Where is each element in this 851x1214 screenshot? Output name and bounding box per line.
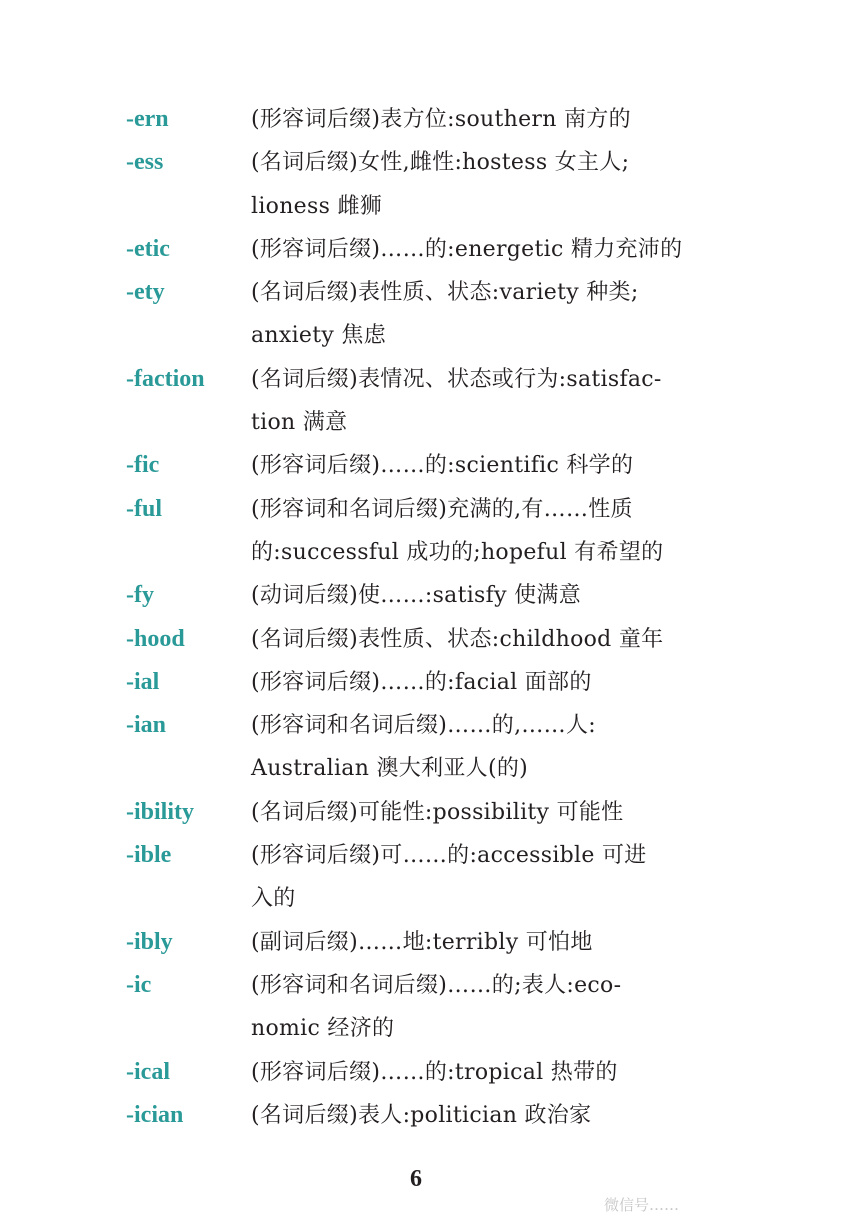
- suffix-term: -faction: [126, 365, 205, 392]
- suffix-term: -ic: [126, 971, 152, 998]
- suffix-entry: [0, 1051, 851, 1094]
- suffix-definition: [251, 488, 729, 575]
- suffix-entry: [0, 98, 851, 141]
- suffix-definition: [251, 704, 729, 791]
- definition-line: lioness 雌狮: [251, 193, 383, 219]
- definition-line: (名词后缀)女性,雌性:hostess 女主人;: [251, 150, 630, 176]
- suffix-term: -ess: [126, 149, 164, 176]
- suffix-entry: [0, 964, 851, 1051]
- suffix-definition: [251, 228, 729, 271]
- suffix-entry: [0, 921, 851, 964]
- suffix-term: -hood: [126, 625, 185, 652]
- suffix-entry: [0, 834, 851, 921]
- definition-line: (形容词后缀)……的:energetic 精力充沛的: [251, 236, 683, 262]
- suffix-entry: [0, 1094, 851, 1137]
- suffix-term: -fic: [126, 452, 160, 479]
- definition-line: (形容词后缀)……的:tropical 热带的: [251, 1059, 618, 1085]
- suffix-entry: [0, 488, 851, 575]
- suffix-term: -ical: [126, 1058, 170, 1085]
- suffix-definition: [251, 444, 729, 487]
- definition-line: (动词后缀)使……:satisfy 使满意: [251, 583, 582, 609]
- watermark-text: 微信号……: [604, 1196, 680, 1214]
- definition-line: (形容词后缀)……的:facial 面部的: [251, 669, 592, 695]
- definition-line: 的:successful 成功的;hopeful 有希望的: [251, 539, 664, 565]
- suffix-definition: [251, 358, 729, 445]
- suffix-definition: [251, 141, 729, 228]
- suffix-entry: [0, 618, 851, 661]
- suffix-entry: [0, 228, 851, 271]
- suffix-entry: [0, 791, 851, 834]
- suffix-entry: [0, 444, 851, 487]
- suffix-definition: [251, 834, 729, 921]
- suffix-term: -etic: [126, 235, 170, 262]
- suffix-definition: [251, 574, 729, 617]
- suffix-definition: [251, 791, 729, 834]
- entry-list: [0, 98, 851, 1137]
- suffix-definition: [251, 1094, 729, 1137]
- definition-line: nomic 经济的: [251, 1016, 395, 1042]
- definition-line: (名词后缀)表性质、状态:childhood 童年: [251, 626, 664, 652]
- suffix-definition: [251, 1051, 729, 1094]
- suffix-term: -fy: [126, 582, 154, 609]
- definition-line: tion 满意: [251, 410, 348, 436]
- suffix-entry: [0, 271, 851, 358]
- suffix-term: -ibly: [126, 928, 173, 955]
- suffix-definition: [251, 98, 729, 141]
- suffix-term: -ern: [126, 106, 169, 132]
- definition-line: (名词后缀)表性质、状态:variety 种类;: [251, 280, 639, 306]
- suffix-term: -ful: [126, 495, 162, 522]
- suffix-definition: [251, 271, 729, 358]
- suffix-entry: [0, 574, 851, 617]
- definition-line: (名词后缀)可能性:possibility 可能性: [251, 799, 624, 825]
- definition-line: (副词后缀)……地:terribly 可怕地: [251, 929, 593, 955]
- suffix-entry: [0, 141, 851, 228]
- definition-line: Australian 澳大利亚人(的): [251, 756, 529, 782]
- suffix-term: -ible: [126, 842, 172, 869]
- definition-line: 入的: [251, 886, 296, 912]
- definition-line: (形容词和名词后缀)……的;表人:eco-: [251, 972, 622, 998]
- suffix-entry: [0, 704, 851, 791]
- definition-line: (形容词和名词后缀)……的,……人:: [251, 713, 596, 739]
- suffix-term: -ety: [126, 279, 165, 306]
- suffix-entry: [0, 661, 851, 704]
- suffix-entry: [0, 358, 851, 445]
- suffix-term: -ibility: [126, 798, 195, 825]
- suffix-definition: [251, 921, 729, 964]
- definition-line: (名词后缀)表情况、状态或行为:satisfac-: [251, 366, 662, 392]
- suffix-definition: [251, 661, 729, 704]
- suffix-term: -ian: [126, 712, 167, 739]
- definition-line: anxiety 焦虑: [251, 323, 387, 349]
- definition-line: (名词后缀)表人:politician 政治家: [251, 1102, 592, 1128]
- definition-line: (形容词后缀)……的:scientific 科学的: [251, 453, 634, 479]
- suffix-term: -ician: [126, 1101, 184, 1128]
- suffix-term: -ial: [126, 668, 160, 695]
- definition-line: (形容词后缀)可……的:accessible 可进: [251, 843, 647, 869]
- definition-line: (形容词后缀)表方位:southern 南方的: [251, 107, 631, 132]
- page-number: 6: [410, 1166, 422, 1192]
- definition-line: (形容词和名词后缀)充满的,有……性质: [251, 496, 633, 522]
- suffix-definition: [251, 618, 729, 661]
- suffix-definition: [251, 964, 729, 1051]
